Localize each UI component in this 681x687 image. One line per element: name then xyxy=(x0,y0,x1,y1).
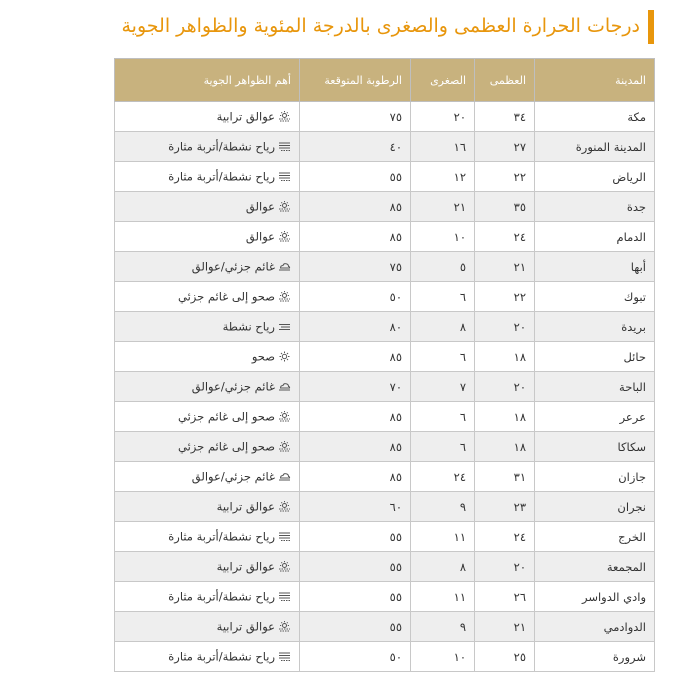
sun-dust-icon xyxy=(278,231,291,242)
table-row xyxy=(115,582,655,612)
title-accent-bar xyxy=(648,10,654,44)
phenomena-cell xyxy=(115,222,300,252)
phenomena-cell xyxy=(115,582,300,612)
phenomena-cell xyxy=(115,642,300,672)
city-cell: بريدة xyxy=(535,312,655,342)
min-temp-cell: ١١ xyxy=(411,582,475,612)
phenomena-text: عوالق xyxy=(245,199,275,214)
phenomena-cell xyxy=(115,312,300,342)
wind-dust-icon xyxy=(278,531,291,542)
max-temp-cell: ٢٤ xyxy=(475,522,535,552)
min-temp-cell: ٨ xyxy=(411,552,475,582)
phenomena-cell xyxy=(115,492,300,522)
page-header xyxy=(14,10,654,44)
min-temp-cell: ٨ xyxy=(411,312,475,342)
wind-dust-icon xyxy=(278,591,291,602)
header-humidity: الرطوبة المتوقعة xyxy=(300,59,411,102)
phenomena-cell xyxy=(115,612,300,642)
humidity-cell: ٧٥ xyxy=(300,102,411,132)
humidity-cell: ٧٥ xyxy=(300,252,411,282)
max-temp-cell: ٢١ xyxy=(475,612,535,642)
table-row xyxy=(115,342,655,372)
min-temp-cell: ٩ xyxy=(411,612,475,642)
city-cell: المجمعة xyxy=(535,552,655,582)
max-temp-cell: ٢٠ xyxy=(475,552,535,582)
cloud-icon xyxy=(278,261,291,272)
city-cell: الدوادمي xyxy=(535,612,655,642)
page-title: درجات الحرارة العظمى والصغرى بالدرجة المئوية والظواهر الجوية xyxy=(121,15,640,37)
humidity-cell: ٨٠ xyxy=(300,312,411,342)
city-cell: الرياض xyxy=(535,162,655,192)
table-row xyxy=(115,522,655,552)
phenomena-text: غائم جزئي/عوالق xyxy=(191,259,275,274)
sun-dust-icon xyxy=(278,411,291,422)
header-city: المدينة xyxy=(535,59,655,102)
phenomena-text: عوالق ترابية xyxy=(216,109,275,124)
phenomena-text: صحو إلى غائم جزئي xyxy=(178,289,275,304)
humidity-cell: ٨٥ xyxy=(300,192,411,222)
humidity-cell: ٥٥ xyxy=(300,522,411,552)
min-temp-cell: ١١ xyxy=(411,522,475,552)
city-cell: حائل xyxy=(535,342,655,372)
phenomena-text: صحو إلى غائم جزئي xyxy=(178,439,275,454)
min-temp-cell: ٢٠ xyxy=(411,102,475,132)
phenomena-text: رياح نشطة/أتربة مثارة xyxy=(168,169,275,184)
min-temp-cell: ١٠ xyxy=(411,642,475,672)
wind-icon xyxy=(278,321,291,332)
phenomena-text: رياح نشطة/أتربة مثارة xyxy=(168,529,275,544)
table-row xyxy=(115,642,655,672)
humidity-cell: ٨٥ xyxy=(300,462,411,492)
max-temp-cell: ٢٢ xyxy=(475,282,535,312)
humidity-cell: ٥٥ xyxy=(300,552,411,582)
phenomena-text: صحو xyxy=(251,349,275,364)
min-temp-cell: ٦ xyxy=(411,402,475,432)
phenomena-cell xyxy=(115,402,300,432)
phenomena-text: عوالق ترابية xyxy=(216,499,275,514)
min-temp-cell: ٥ xyxy=(411,252,475,282)
table-row xyxy=(115,372,655,402)
max-temp-cell: ٢٧ xyxy=(475,132,535,162)
city-cell: أبها xyxy=(535,252,655,282)
table-row xyxy=(115,402,655,432)
sun-dust-icon xyxy=(278,201,291,212)
phenomena-text: غائم جزئي/عوالق xyxy=(191,379,275,394)
city-cell: جدة xyxy=(535,192,655,222)
phenomena-cell xyxy=(115,162,300,192)
table-row xyxy=(115,102,655,132)
phenomena-cell xyxy=(115,102,300,132)
wind-dust-icon xyxy=(278,171,291,182)
max-temp-cell: ٣١ xyxy=(475,462,535,492)
city-cell: عرعر xyxy=(535,402,655,432)
humidity-cell: ٧٠ xyxy=(300,372,411,402)
humidity-cell: ٥٠ xyxy=(300,642,411,672)
humidity-cell: ٤٠ xyxy=(300,132,411,162)
city-cell: سكاكا xyxy=(535,432,655,462)
min-temp-cell: ٦ xyxy=(411,432,475,462)
table-row xyxy=(115,222,655,252)
phenomena-cell xyxy=(115,522,300,552)
table-body xyxy=(115,102,655,672)
city-cell: تبوك xyxy=(535,282,655,312)
city-cell: المدينة المنورة xyxy=(535,132,655,162)
header-max: العظمى xyxy=(475,59,535,102)
phenomena-text: رياح نشطة xyxy=(222,319,275,334)
max-temp-cell: ٢٠ xyxy=(475,312,535,342)
phenomena-cell xyxy=(115,132,300,162)
max-temp-cell: ٢١ xyxy=(475,252,535,282)
table-row xyxy=(115,492,655,522)
humidity-cell: ٥٥ xyxy=(300,582,411,612)
sun-dust-icon xyxy=(278,111,291,122)
max-temp-cell: ١٨ xyxy=(475,432,535,462)
table-row xyxy=(115,552,655,582)
cloud-icon xyxy=(278,471,291,482)
phenomena-cell xyxy=(115,552,300,582)
max-temp-cell: ٢٠ xyxy=(475,372,535,402)
max-temp-cell: ٣٥ xyxy=(475,192,535,222)
table-row xyxy=(115,612,655,642)
city-cell: جازان xyxy=(535,462,655,492)
max-temp-cell: ٢٣ xyxy=(475,492,535,522)
phenomena-text: غائم جزئي/عوالق xyxy=(191,469,275,484)
phenomena-cell xyxy=(115,372,300,402)
max-temp-cell: ١٨ xyxy=(475,342,535,372)
min-temp-cell: ٦ xyxy=(411,282,475,312)
min-temp-cell: ١٠ xyxy=(411,222,475,252)
wind-dust-icon xyxy=(278,141,291,152)
city-cell: الباحة xyxy=(535,372,655,402)
max-temp-cell: ٢٤ xyxy=(475,222,535,252)
phenomena-text: عوالق ترابية xyxy=(216,619,275,634)
table-row xyxy=(115,462,655,492)
max-temp-cell: ٣٤ xyxy=(475,102,535,132)
city-cell: الدمام xyxy=(535,222,655,252)
city-cell: شرورة xyxy=(535,642,655,672)
city-cell: مكة xyxy=(535,102,655,132)
phenomena-text: صحو إلى غائم جزئي xyxy=(178,409,275,424)
phenomena-cell xyxy=(115,342,300,372)
wind-dust-icon xyxy=(278,651,291,662)
min-temp-cell: ٢٤ xyxy=(411,462,475,492)
table-row xyxy=(115,252,655,282)
header-min: الصغرى xyxy=(411,59,475,102)
phenomena-cell xyxy=(115,282,300,312)
table-row xyxy=(115,312,655,342)
phenomena-text: رياح نشطة/أتربة مثارة xyxy=(168,589,275,604)
phenomena-text: رياح نشطة/أتربة مثارة xyxy=(168,649,275,664)
max-temp-cell: ٢٥ xyxy=(475,642,535,672)
cloud-icon xyxy=(278,381,291,392)
humidity-cell: ٨٥ xyxy=(300,222,411,252)
phenomena-cell xyxy=(115,462,300,492)
table-row xyxy=(115,132,655,162)
phenomena-cell xyxy=(115,252,300,282)
min-temp-cell: ٦ xyxy=(411,342,475,372)
table-row xyxy=(115,162,655,192)
min-temp-cell: ٢١ xyxy=(411,192,475,222)
humidity-cell: ٥٥ xyxy=(300,162,411,192)
sun-dust-icon xyxy=(278,291,291,302)
phenomena-text: عوالق xyxy=(245,229,275,244)
sun-dust-icon xyxy=(278,501,291,512)
sun-dust-icon xyxy=(278,561,291,572)
min-temp-cell: ٧ xyxy=(411,372,475,402)
min-temp-cell: ١٦ xyxy=(411,132,475,162)
city-cell: نجران xyxy=(535,492,655,522)
table-header-row xyxy=(115,59,655,102)
phenomena-cell xyxy=(115,432,300,462)
humidity-cell: ٥٠ xyxy=(300,282,411,312)
humidity-cell: ٨٥ xyxy=(300,342,411,372)
city-cell: وادي الدواسر xyxy=(535,582,655,612)
sun-dust-icon xyxy=(278,621,291,632)
humidity-cell: ٨٥ xyxy=(300,432,411,462)
sun-icon xyxy=(278,351,291,362)
phenomena-text: عوالق ترابية xyxy=(216,559,275,574)
table-row xyxy=(115,192,655,222)
weather-table xyxy=(114,58,655,672)
table-row xyxy=(115,432,655,462)
max-temp-cell: ٢٦ xyxy=(475,582,535,612)
max-temp-cell: ٢٢ xyxy=(475,162,535,192)
sun-dust-icon xyxy=(278,441,291,452)
max-temp-cell: ١٨ xyxy=(475,402,535,432)
city-cell: الخرج xyxy=(535,522,655,552)
min-temp-cell: ٩ xyxy=(411,492,475,522)
phenomena-text: رياح نشطة/أتربة مثارة xyxy=(168,139,275,154)
humidity-cell: ٨٥ xyxy=(300,402,411,432)
phenomena-cell xyxy=(115,192,300,222)
humidity-cell: ٦٠ xyxy=(300,492,411,522)
min-temp-cell: ١٢ xyxy=(411,162,475,192)
table-row xyxy=(115,282,655,312)
humidity-cell: ٥٥ xyxy=(300,612,411,642)
header-phenomena: أهم الظواهر الجوية xyxy=(115,59,300,102)
